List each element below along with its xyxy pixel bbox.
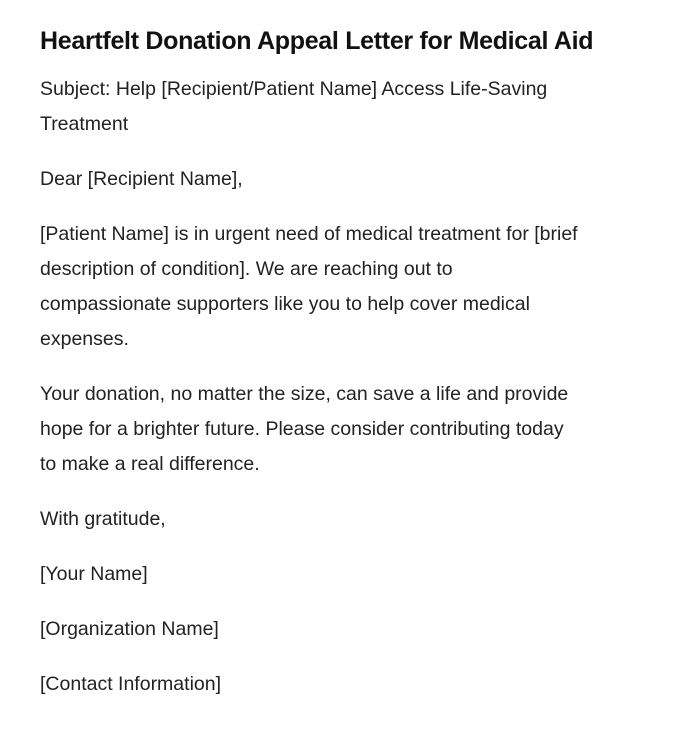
text-line: compassionate supporters like you to help cover medical [40, 293, 530, 315]
text-line: Dear [Recipient Name], [40, 168, 243, 190]
text-line: Your donation, no matter the size, can save a life and provide [40, 383, 569, 405]
salutation [40, 162, 660, 197]
text-line: [Patient Name] is in urgent need of medical treatment for [brief [40, 223, 578, 245]
signature-contact [40, 667, 660, 702]
text-line: Subject: Help [Recipient/Patient Name] Access Life-Saving [40, 78, 548, 100]
text-line: [Contact Information] [40, 673, 222, 695]
signature-name [40, 557, 660, 592]
text-line: to make a real difference. [40, 453, 260, 475]
text-line: hope for a brighter future. Please consider contributing today [40, 418, 564, 440]
body-paragraph-1 [40, 217, 660, 357]
signature-organization [40, 612, 660, 647]
letter-document [40, 22, 660, 722]
text-line: [Organization Name] [40, 618, 219, 640]
text-line: Treatment [40, 113, 129, 135]
letter-title: Heartfelt Donation Appeal Letter for Medical Aid [40, 27, 594, 55]
closing [40, 502, 660, 537]
subject-line [40, 72, 660, 142]
body-paragraph-2 [40, 377, 660, 482]
text-line: With gratitude, [40, 508, 166, 530]
text-line: expenses. [40, 328, 129, 350]
text-line: description of condition]. We are reaching out to [40, 258, 453, 280]
text-line: [Your Name] [40, 563, 148, 585]
